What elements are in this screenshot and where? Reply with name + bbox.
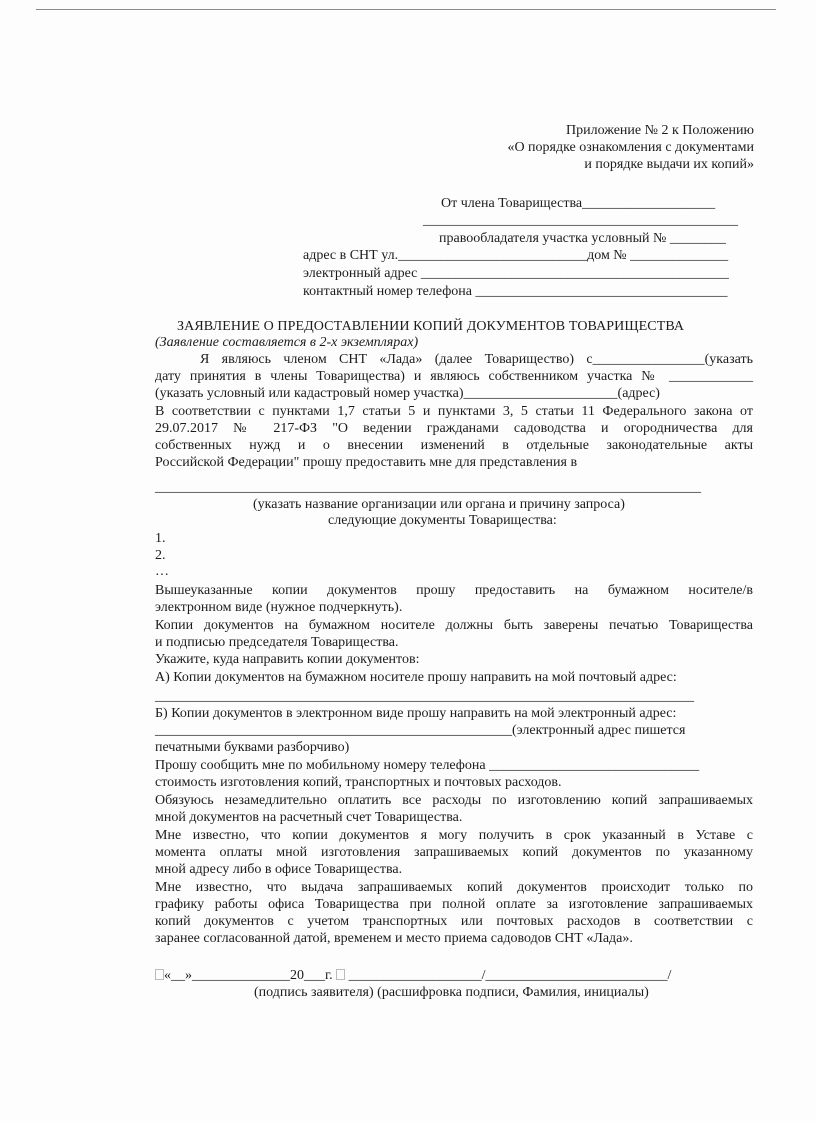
p2-line-b: 29.07.2017 № 217-ФЗ "О ведении гражданами садоводства и огородничества для: [155, 421, 753, 436]
from-address-line: адрес в СНТ ул.___________________________дом № ______________: [303, 248, 729, 263]
signature-blank-line: ___________________/__________________________/: [348, 968, 672, 983]
p10-line-b: мной документов на расчетный счет Товарищества.: [155, 810, 463, 825]
p4-line-a: Копии документов на бумажном носителе должны быть заверены печатью Товарищества: [155, 618, 753, 633]
p12-line-d: заранее согласованной датой, временем и место приема садоводов СНТ «Лада».: [155, 931, 633, 946]
date-line: «__»______________20___г.: [164, 968, 333, 983]
p12-line-a: Мне известно, что выдача запрашиваемых копий документов происходит только по: [155, 880, 753, 895]
from-phone-line: контактный номер телефона ____________________________________: [303, 284, 728, 299]
p12-line-c: копий документов с учетом транспортных или почтовых расходов в соответствии с: [155, 914, 753, 929]
checkbox-glyph-icon: [336, 969, 345, 980]
from-name-blank: _____________________________________________: [423, 213, 738, 228]
postal-address-blank: _____________________________________________________________________________: [155, 689, 694, 704]
p10-line-a: Обязуюсь незамедлительно оплатить все расходы по изготовлению копий запрашиваемых: [155, 793, 753, 808]
document-item-1: 1.: [155, 531, 166, 546]
document-subtitle: (Заявление составляется в 2-х экземплярах): [155, 335, 419, 350]
p3-line-b: электронном виде (нужное подчеркнуть).: [155, 600, 403, 615]
document-item-more: …: [155, 564, 169, 579]
p3-line-a: Вышеуказанные копии документов прошу предоставить на бумажном носителе/в: [155, 583, 753, 598]
p5-line: Укажите, куда направить копии документов:: [155, 652, 420, 667]
from-plot-line: правообладателя участка условный № ________: [439, 231, 726, 246]
from-email-line: электронный адрес ____________________________________________: [303, 266, 729, 281]
p7-line: Б) Копии документов в электронном виде прошу направить на мой электронный адрес:: [155, 706, 677, 721]
p2-line-a: В соответствии с пунктами 1,7 статьи 5 и пунктами 3, 5 статьи 11 Федерального закона от: [155, 404, 753, 419]
header-line-1: Приложение № 2 к Положению: [565, 123, 754, 138]
p8-line-b: печатными буквами разборчиво): [155, 740, 350, 755]
from-member-line: От члена Товарищества___________________: [441, 196, 716, 211]
header-line-3: и порядке выдачи их копий»: [584, 157, 754, 172]
p11-line-b: момента оплаты мной изготовления запрашиваемых копий документов по указанному: [155, 845, 753, 860]
document-title: ЗАЯВЛЕНИЕ О ПРЕДОСТАВЛЕНИИ КОПИЙ ДОКУМЕНТОВ ТОВАРИЩЕСТВА: [177, 319, 685, 334]
p9-line-a: Прошу сообщить мне по мобильному номеру телефона ______________________________: [155, 758, 700, 773]
p1-line-c: (указать условный или кадастровый номер участка)______________________(адрес): [155, 386, 660, 401]
checkbox-glyph-icon: [155, 969, 164, 980]
p11-line-a: Мне известно, что копии документов я могу получить в срок указанный в Уставе с: [155, 828, 753, 843]
p2-line-d: Российской Федерации" прошу предоставить мне для представления в: [155, 455, 578, 470]
organization-blank: ______________________________________________________________________________: [155, 480, 701, 495]
p1-line-b: дату принятия в члены Товарищества) и являюсь собственником участка № ____________: [155, 369, 753, 384]
document-item-2: 2.: [155, 548, 166, 563]
organization-hint: (указать название организации или органа и причину запроса): [253, 497, 625, 512]
p9-line-b: стоимость изготовления копий, транспортных и почтовых расходов.: [155, 775, 562, 790]
p11-line-c: мной адресу либо в офисе Товарищества.: [155, 862, 403, 877]
signature-caption: (подпись заявителя) (расшифровка подписи, Фамилия, инициалы): [254, 985, 649, 1000]
documents-heading: следующие документы Товарищества:: [328, 513, 557, 528]
p8-line-a: ___________________________________________________(электронный адрес пишется: [155, 723, 686, 738]
signature-row: [155, 967, 671, 984]
p1-line-a: Я являюсь членом СНТ «Лада» (далее Товарищество) с________________(указать: [200, 352, 753, 367]
p2-line-c: собственных нужд и о внесении изменений в отдельные законодательные акты: [155, 438, 753, 453]
p6-line: А) Копии документов на бумажном носителе прошу направить на мой почтовый адрес:: [155, 670, 677, 685]
header-line-2: «О порядке ознакомления с документами: [507, 140, 754, 155]
scan-edge-line: [36, 9, 776, 10]
p12-line-b: графику работы офиса Товарищества при полной оплате за изготовление запрашиваемых: [155, 897, 753, 912]
p4-line-b: и подписью председателя Товарищества.: [155, 635, 399, 650]
